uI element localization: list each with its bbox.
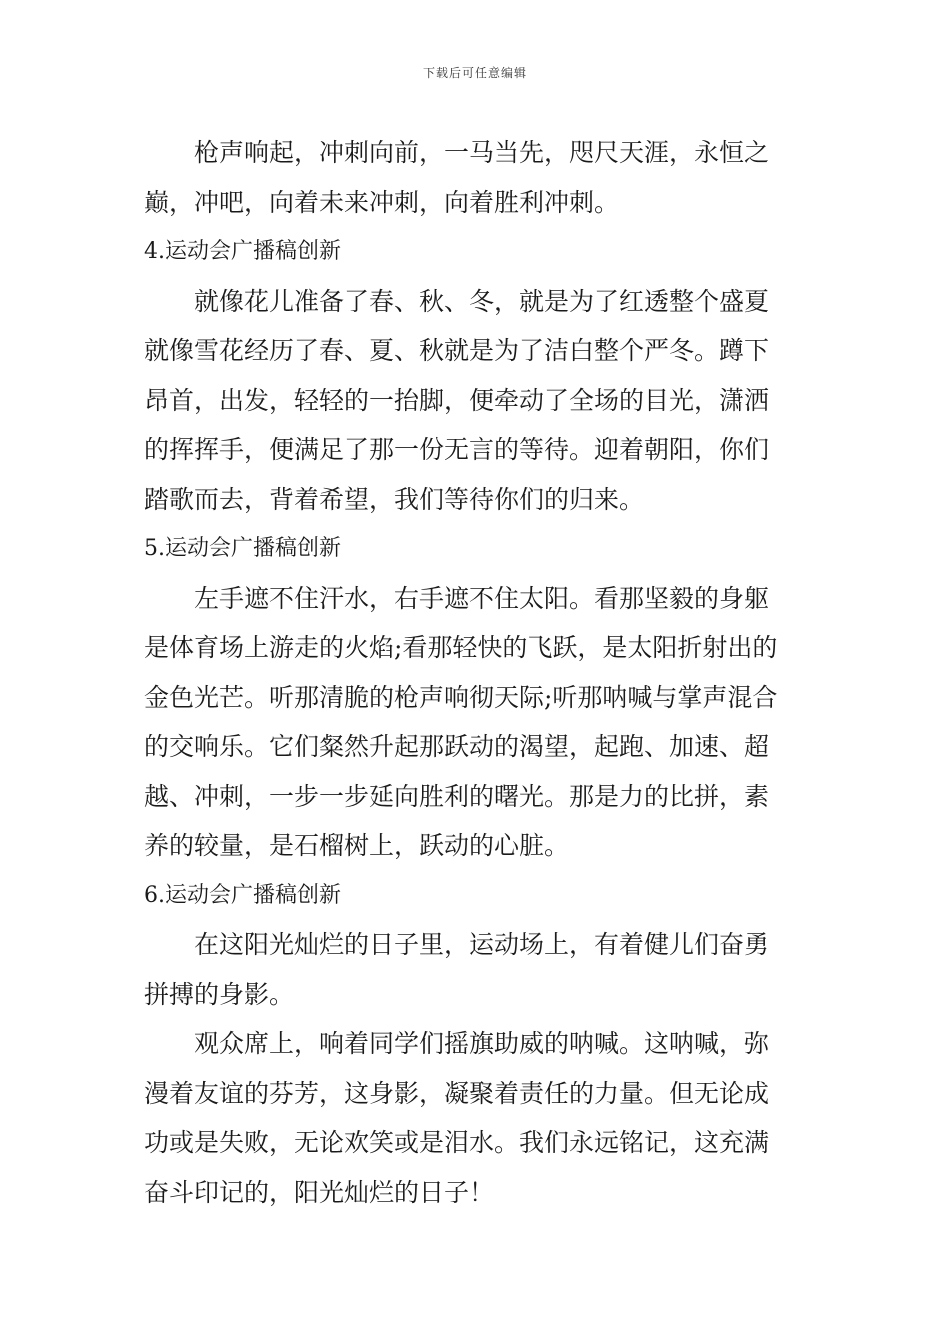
text-line: 就像雪花经历了春、夏、秋就是为了洁白整个严冬。蹲下 (144, 336, 770, 365)
text-line: 是体育场上游走的火焰;看那轻快的飞跃，是太阳折射出的 (144, 633, 778, 662)
text-line: 的挥挥手，便满足了那一份无言的等待。迎着朝阳，你们 (144, 435, 770, 464)
text-line: 金色光芒。听那清脆的枪声响彻天际;听那呐喊与掌声混合 (144, 682, 778, 712)
document-body (144, 128, 806, 1217)
text-line: 奋斗印记的，阳光灿烂的日子！ (144, 1177, 495, 1207)
text-line: 观众席上，响着同学们摇旗助威的呐喊。这呐喊，弥 (194, 1029, 770, 1058)
header-note: 下载后可任意编辑 (422, 66, 527, 80)
text-line: 功或是失败，无论欢笑或是泪水。我们永远铭记，这充满 (144, 1128, 770, 1157)
text-line: 拼搏的身影。 (144, 979, 295, 1009)
paragraph (144, 574, 806, 871)
text-line: 巅，冲吧，向着未来冲刺，向着胜利冲刺。 (144, 187, 620, 217)
paragraph (144, 1019, 806, 1217)
text-line: 在这阳光灿烂的日子里，运动场上，有着健儿们奋勇 (194, 930, 770, 959)
paragraph (144, 277, 806, 525)
section-heading: 6.运动会广播稿创新 (144, 882, 341, 908)
section-heading: 4.运动会广播稿创新 (144, 239, 341, 264)
text-line: 越、冲刺，一步一步延向胜利的曙光。那是力的比拼，素 (144, 781, 770, 811)
section-heading: 5.运动会广播稿创新 (144, 536, 341, 561)
text-line: 就像花儿准备了春、秋、冬，就是为了红透整个盛夏 (194, 286, 770, 316)
text-line: 漫着友谊的芬芳，这身影，凝聚着责任的力量。但无论成 (144, 1078, 770, 1108)
text-line: 左手遮不住汗水，右手遮不住太阳。看那坚毅的身躯 (194, 583, 770, 613)
text-line: 踏歌而去，背着希望，我们等待你们的归来。 (144, 484, 645, 514)
text-line: 的交响乐。它们粲然升起那跃动的渴望，起跑、加速、超 (144, 732, 770, 761)
text-line: 养的较量，是石榴树上，跃动的心脏。 (144, 831, 570, 860)
text-line: 枪声响起，冲刺向前，一马当先，咫尺天涯，永恒之 (194, 138, 770, 167)
text-line: 昂首，出发，轻轻的一抬脚，便牵动了全场的目光，潇洒 (144, 385, 770, 415)
paragraph (144, 920, 806, 1019)
paragraph (144, 128, 806, 227)
